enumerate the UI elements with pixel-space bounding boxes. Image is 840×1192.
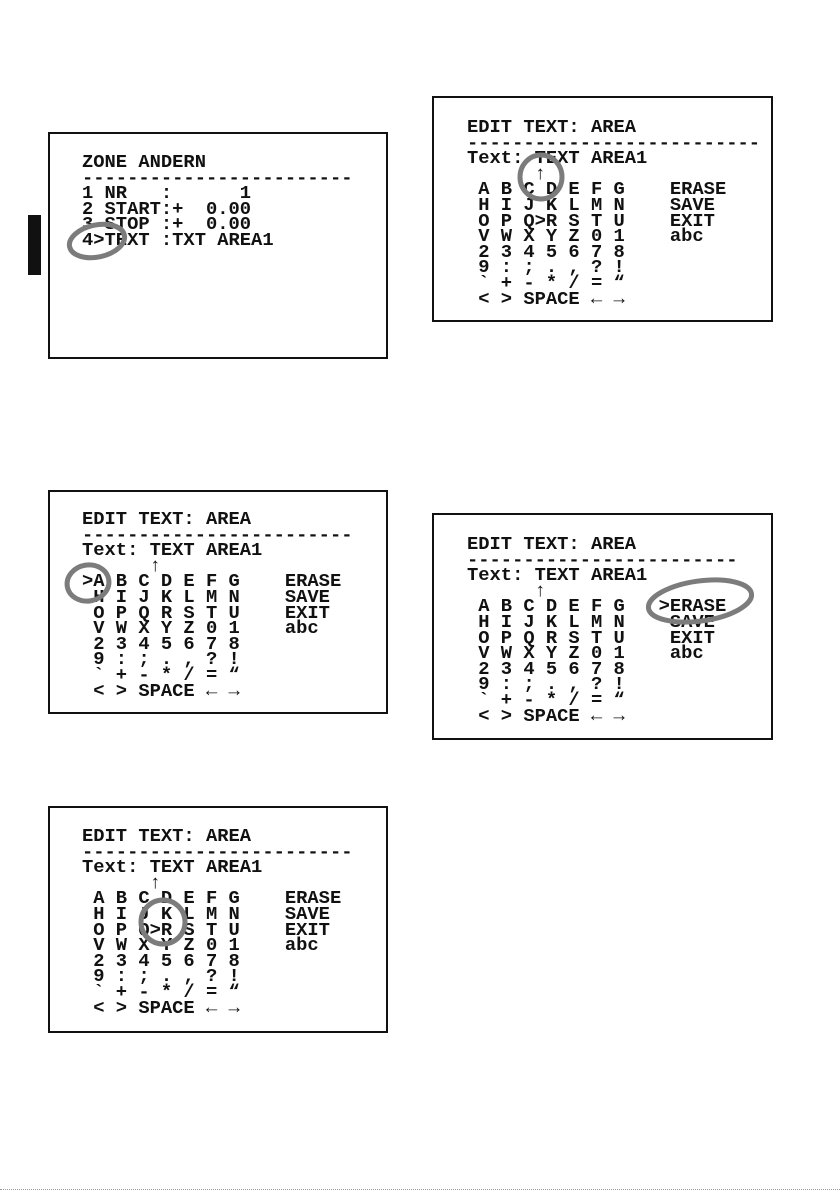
screen-title: EDIT TEXT: AREA: [467, 533, 637, 555]
char-grid-row: ` + - * / = “: [467, 688, 625, 711]
char-grid-row: < > SPACE ← →: [467, 287, 625, 310]
osd-screen-edit-text-2: [48, 490, 388, 714]
screen-text-block: [82, 825, 353, 1019]
screen-text-block: [82, 151, 353, 251]
cursor-arrow-icon: ↑: [149, 871, 161, 894]
char-grid-row: < > SPACE ← →: [467, 704, 625, 727]
screen-title: ZONE ANDERN: [82, 151, 206, 173]
section-tab: [28, 215, 41, 275]
char-grid-row: V W X Y Z 0 1 abc: [82, 934, 319, 957]
char-grid-row: 2 3 4 5 6 7 8: [467, 240, 625, 263]
text-field-line: Text: TEXT AREA1: [82, 539, 263, 562]
screen-text-block: [467, 116, 761, 310]
menu-item-stop: 3 STOP :+ 0.00: [82, 213, 252, 236]
char-grid-row: ` + - * / = “: [467, 271, 625, 294]
char-grid-row: A B C D E F G ERASE: [82, 887, 342, 910]
text-field-line: Text: TEXT AREA1: [82, 856, 263, 879]
char-grid-row: H I J K L M N SAVE: [82, 585, 330, 608]
char-grid-row: V W X Y Z 0 1 abc: [467, 225, 704, 248]
char-grid-row: O P Q R S T U EXIT: [82, 601, 330, 624]
menu-item-start: 2 START:+ 0.00: [82, 197, 252, 220]
osd-screen-edit-text-1: [432, 96, 773, 322]
char-grid-row: 9 : ; . , ? !: [82, 965, 240, 988]
char-grid-row: O P Q>R S T U EXIT: [467, 209, 715, 232]
char-grid-row: A B C D E F G >ERASE: [467, 595, 727, 618]
text-field-line: Text: TEXT AREA1: [467, 147, 648, 170]
char-grid-row: H I J K L M N SAVE: [82, 902, 330, 925]
cursor-arrow-icon: ↑: [534, 579, 546, 602]
char-grid-row: V W X Y Z 0 1 abc: [467, 642, 704, 665]
screen-divider: ------------------------: [82, 840, 353, 863]
char-grid-row: 2 3 4 5 6 7 8: [82, 949, 240, 972]
screen-text-block: [467, 533, 738, 727]
osd-screen-zone-menu: [48, 132, 388, 359]
text-field-line: Text: TEXT AREA1: [467, 564, 648, 587]
screen-title: EDIT TEXT: AREA: [82, 825, 252, 847]
char-grid-row: O P Q>R S T U EXIT: [82, 918, 330, 941]
cursor-arrow-icon: ↑: [149, 554, 161, 577]
menu-item-nr: 1 NR : 1: [82, 182, 252, 205]
screen-divider: ------------------------: [467, 548, 738, 571]
char-grid-row: 9 : ; . , ? !: [82, 648, 240, 671]
char-grid-row: 2 3 4 5 6 7 8: [467, 657, 625, 680]
char-grid-row: A B C D E F G ERASE: [467, 178, 727, 201]
screen-text-block: [82, 508, 353, 702]
screen-divider: ------------------------: [82, 166, 353, 189]
char-grid-row: >A B C D E F G ERASE: [82, 570, 342, 593]
cursor-arrow-icon: ↑: [534, 162, 546, 185]
screen-divider: ------------------------: [82, 523, 353, 546]
char-grid-row: ` + - * / = “: [82, 663, 240, 686]
page-edge-line: [0, 1189, 840, 1190]
char-grid-row: ` + - * / = “: [82, 980, 240, 1003]
char-grid-row: 2 3 4 5 6 7 8: [82, 632, 240, 655]
char-grid-row: H I J K L M N SAVE: [467, 193, 715, 216]
screen-title: EDIT TEXT: AREA: [82, 508, 252, 530]
char-grid-row: O P Q R S T U EXIT: [467, 626, 715, 649]
char-grid-row: V W X Y Z 0 1 abc: [82, 617, 319, 640]
char-grid-row: H I J K L M N SAVE: [467, 610, 715, 633]
char-grid-row: 9 : ; . , ? !: [467, 673, 625, 696]
char-grid-row: < > SPACE ← →: [82, 679, 240, 702]
menu-item-text: 4>TEXT :TXT AREA1: [82, 228, 274, 251]
screen-divider: --------------------------: [467, 131, 761, 154]
osd-screen-edit-text-3: [432, 513, 773, 740]
char-grid-row: < > SPACE ← →: [82, 996, 240, 1019]
char-grid-row: 9 : ; . , ? !: [467, 256, 625, 279]
screen-title: EDIT TEXT: AREA: [467, 116, 637, 138]
osd-screen-edit-text-4: [48, 806, 388, 1033]
